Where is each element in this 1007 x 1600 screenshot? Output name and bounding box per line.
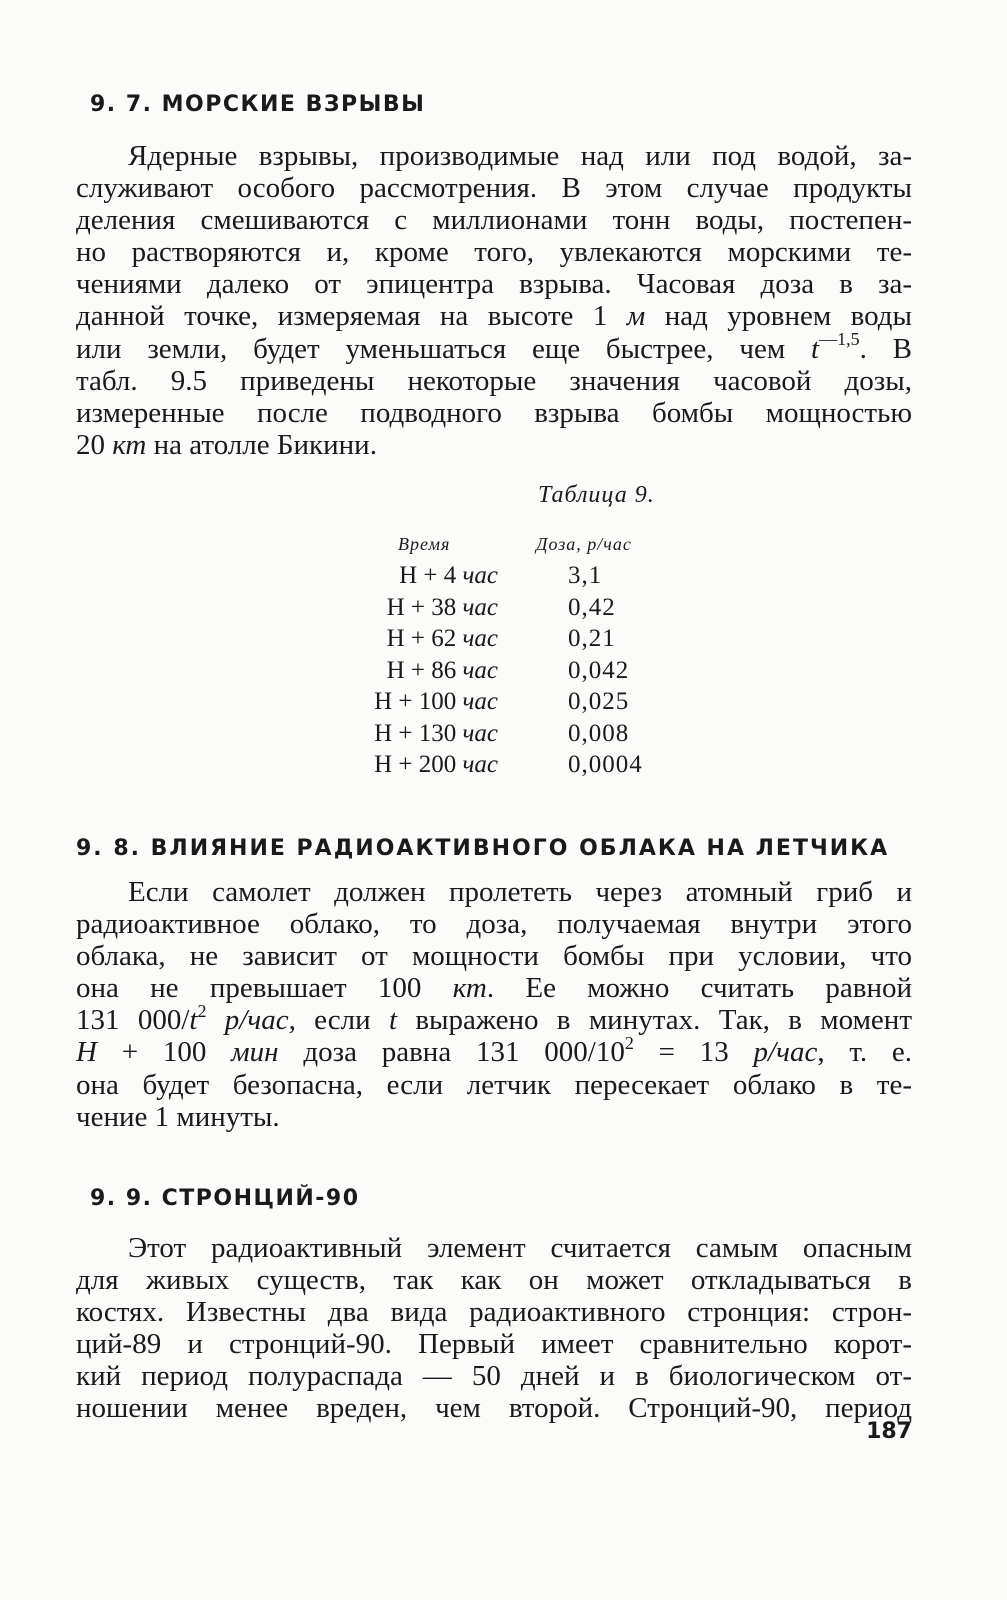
table-row: [346, 657, 676, 689]
text-line: или земли, будет уменьшаться еще быстрее, чем $t^{—1,5}$. В: [76, 328, 912, 365]
paragraph-sea-explosions: [76, 140, 912, 461]
dose-cell: 0,042: [568, 656, 630, 684]
text-line: табл. 9.5 приведены некоторые значения часовой дозы,: [76, 364, 912, 397]
text-line: служивают особого рассмотрения. В этом случае продукты: [76, 172, 912, 205]
text-line: кий период полураспада — 50 дней и в биологическом от-: [76, 1360, 912, 1393]
text-line: измеренные после подводного взрыва бомбы мощностью: [76, 396, 912, 429]
text-line: деления смешиваются с миллионами тонн воды, постепен-: [76, 204, 912, 237]
text-line: она не превышает 100 кт. Ее можно считать равной: [76, 972, 912, 1005]
dose-cell: 3,1: [568, 562, 603, 589]
dose-cell: 0,0004: [568, 751, 643, 778]
time-cell: Н + 4 час: [399, 562, 498, 589]
paragraph-pilot-cloud: [76, 876, 912, 1133]
dose-cell: 0,42: [568, 593, 616, 621]
text-line: чениями далеко от эпицентра взрыва. Часовая доза в за-: [76, 268, 912, 301]
time-cell: Н + 100 час: [374, 688, 498, 715]
table-header-dose: Доза, р/час: [536, 534, 632, 554]
section-heading-9-7: 9. 7. МОРСКИЕ ВЗРЫВЫ: [90, 92, 426, 117]
text-line: 20 кт на атолле Бикини.: [76, 428, 377, 461]
table-caption: Таблица 9.: [538, 482, 655, 508]
time-cell: Н + 86 час: [386, 656, 498, 684]
section-heading-9-8: 9. 8. ВЛИЯНИЕ РАДИОАКТИВНОГО ОБЛАКА НА ЛЕТЧИКА: [76, 836, 890, 861]
text-line: Этот радиоактивный элемент считается самым опасным: [128, 1232, 912, 1264]
text-line: данной точке, измеряемая на высоте 1 м над уровнем воды: [76, 300, 913, 333]
table-header-time: Время: [398, 534, 451, 554]
text-line: ций-89 и стронций-90. Первый имеет сравнительно корот-: [76, 1328, 912, 1361]
table-row: [346, 720, 676, 752]
table-row: [346, 562, 676, 594]
section-heading-9-9: 9. 9. СТРОНЦИЙ-90: [90, 1186, 360, 1211]
text-line: радиоактивное облако, то доза, получаемая внутри этого: [76, 908, 912, 941]
table-row: [346, 688, 676, 720]
table-row: [346, 625, 676, 657]
paragraph-strontium: [76, 1232, 912, 1425]
text-line: но растворяются и, кроме того, увлекаются морскими те-: [76, 236, 912, 269]
text-line: Если самолет должен пролететь через атомный гриб и: [128, 876, 912, 908]
text-line: для живых существ, так как он может откладываться в: [76, 1264, 912, 1297]
text-line: 131 $000/t^2$ р/час, если t выражено в минутах. Так, в момент: [76, 1000, 912, 1037]
text-line: Ядерные взрывы, производимые над или под водой, за-: [128, 140, 912, 172]
time-cell: Н + 62 час: [386, 625, 498, 652]
table-row: [346, 594, 676, 626]
dose-table: [346, 562, 676, 783]
text-line: костях. Известны два вида радиоактивного стронция: строн-: [76, 1296, 912, 1329]
text-line: Н + 100 мин доза равна 131 $000/10^2 = 13$ р/час, т. е.: [76, 1032, 912, 1069]
time-cell: Н + 200 час: [374, 751, 498, 778]
dose-cell: 0,008: [568, 719, 630, 747]
dose-cell: 0,025: [568, 688, 630, 715]
time-cell: Н + 130 час: [374, 719, 498, 747]
table-row: [346, 751, 676, 783]
text-line: ношении менее вреден, чем второй. Стронций-90, период: [76, 1392, 912, 1425]
time-cell: Н + 38 час: [386, 593, 498, 621]
page-number: 187: [866, 1419, 912, 1444]
text-line: чение 1 минуты.: [76, 1100, 280, 1133]
dose-cell: 0,21: [568, 625, 616, 652]
text-line: облака, не зависит от мощности бомбы при условии, что: [76, 940, 912, 973]
text-line: она будет безопасна, если летчик пересекает облако в те-: [76, 1068, 912, 1101]
